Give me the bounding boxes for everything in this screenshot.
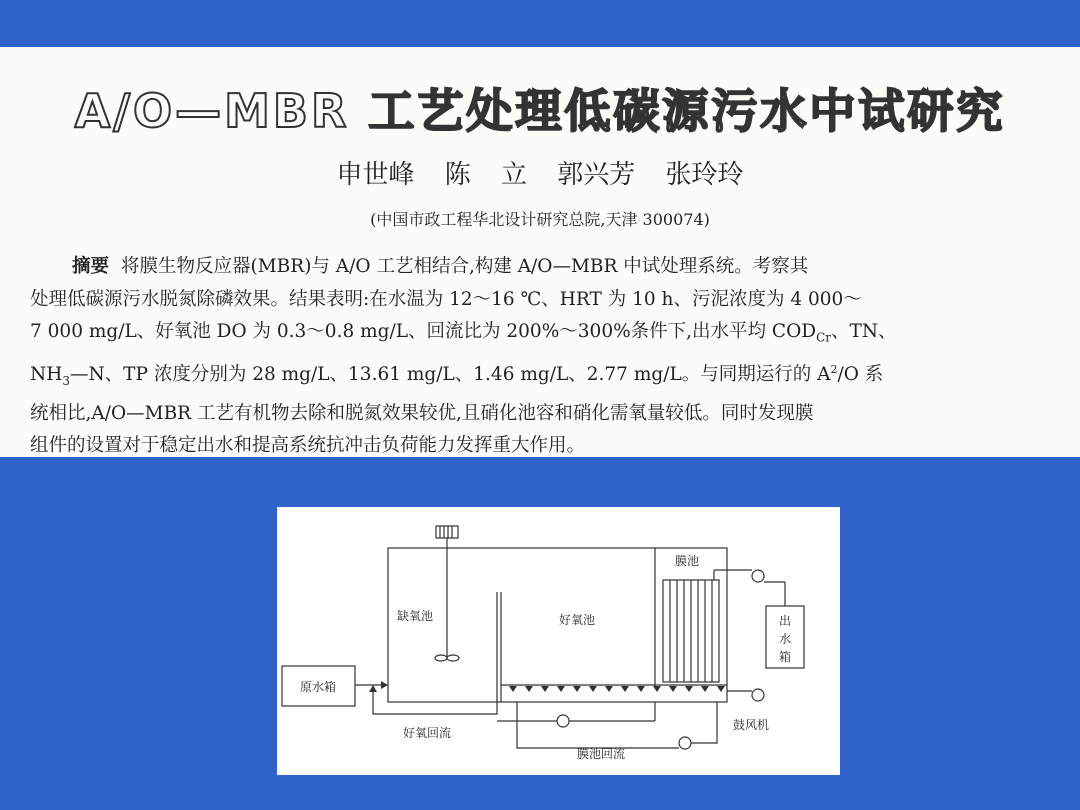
mixer-motor-icon (436, 526, 458, 538)
aerobic-return-label: 好氧回流 (403, 726, 452, 740)
paper-title: A/O—MBR 工艺处理低碳源污水中试研究 (74, 84, 1006, 138)
effluent-pump-icon (752, 570, 764, 582)
abstract-text-4-mid: —N、TP 浓度分别为 28 mg/L、13.61 mg/L、1.46 mg/L、2.77 mg/L。与同期运行的 A (69, 364, 831, 386)
aeration-diffuser-icons (509, 686, 725, 692)
effluent-label-2: 水 (778, 632, 792, 646)
abstract-line-5: 统相比,A/O—MBR 工艺有机物去除和脱氮效果较优,且硝化池容和硝化需氧量较低。同时发现膜 (30, 402, 814, 424)
abstract-text-1: 将膜生物反应器(MBR)与 A/O 工艺相结合,构建 A/O—MBR 中试处理系统。考察其 (121, 256, 809, 277)
mixer-blade-icon (435, 655, 447, 661)
paper-abstract (30, 251, 1050, 463)
membrane-module-icon (663, 580, 719, 682)
abstract-line-4 (30, 354, 1050, 397)
abstract-label: 摘要 (72, 256, 110, 277)
process-diagram (277, 507, 840, 775)
a2o-superscript: 2 (830, 363, 838, 377)
effluent-label-1: 出 (778, 614, 792, 628)
effluent-label-3: 箱 (778, 650, 792, 664)
abstract-text-3-tail: 、TN、 (831, 321, 897, 342)
abstract-text-4: NH (30, 364, 63, 386)
abstract-line-2: 处理低碳源污水脱氮除磷效果。结果表明:在水温为 12～16 ℃、HRT 为 10 h、污泥浓度为 4 000～ (30, 288, 862, 310)
membrane-return-pump-icon (679, 737, 691, 749)
paper-authors: 申世峰 陈 立 郭兴芳 张玲玲 (336, 160, 744, 190)
paper-affiliation: (中国市政工程华北设计研究总院,天津 300074) (370, 210, 710, 229)
abstract-line-3 (30, 316, 1050, 354)
membrane-return-label: 膜池回流 (577, 747, 626, 761)
abstract-text-3: 7 000 mg/L、好氧池 DO 为 0.3～0.8 mg/L、回流比为 200%～300%条件下,出水平均 COD (30, 321, 817, 342)
raw-tank-label: 原水箱 (299, 680, 337, 694)
reactor-outline (388, 548, 727, 702)
return-pump-icon (557, 715, 569, 727)
cod-subscript: Cr (816, 330, 832, 345)
aerobic-label: 好氧池 (559, 613, 596, 627)
membrane-label: 膜池 (675, 554, 700, 568)
abstract-text-4-tail: /O 系 (837, 364, 884, 386)
paper-page (0, 47, 1080, 457)
abstract-line-6: 组件的设置对于稳定出水和提高系统抗冲击负荷能力发挥重大作用。 (30, 435, 586, 457)
blower-label: 鼓风机 (733, 718, 770, 732)
nh3-subscript: 3 (62, 374, 70, 389)
blower-icon (752, 689, 764, 701)
abstract-line-1 (30, 251, 1050, 284)
anoxic-label: 缺氧池 (397, 609, 434, 623)
